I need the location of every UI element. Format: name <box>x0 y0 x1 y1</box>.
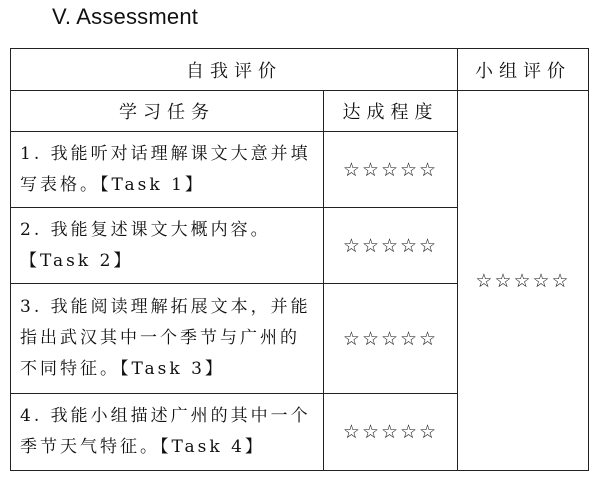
group-evaluation-stars: ☆☆☆☆☆ <box>458 91 589 471</box>
degree-column-header: 达成程度 <box>324 91 458 132</box>
task-column-header: 学习任务 <box>11 91 324 132</box>
task-3-stars: ☆☆☆☆☆ <box>324 284 458 394</box>
task-3-text: 3. 我能阅读理解拓展文本，并能指出武汉其中一个季节与广州的不同特征。【Task 3】 <box>11 284 324 394</box>
task-1-text: 1. 我能听对话理解课文大意并填写表格。【Task 1】 <box>11 132 324 208</box>
assessment-table <box>10 48 589 471</box>
task-1-stars: ☆☆☆☆☆ <box>324 132 458 208</box>
group-evaluation-header: 小组评价 <box>458 49 589 91</box>
task-2-stars: ☆☆☆☆☆ <box>324 208 458 284</box>
task-4-stars: ☆☆☆☆☆ <box>324 394 458 471</box>
self-evaluation-header: 自我评价 <box>11 49 458 91</box>
task-4-text: 4. 我能小组描述广州的其中一个季节天气特征。【Task 4】 <box>11 394 324 471</box>
section-title: V. Assessment <box>52 4 199 29</box>
task-2-text: 2. 我能复述课文大概内容。【Task 2】 <box>11 208 324 284</box>
